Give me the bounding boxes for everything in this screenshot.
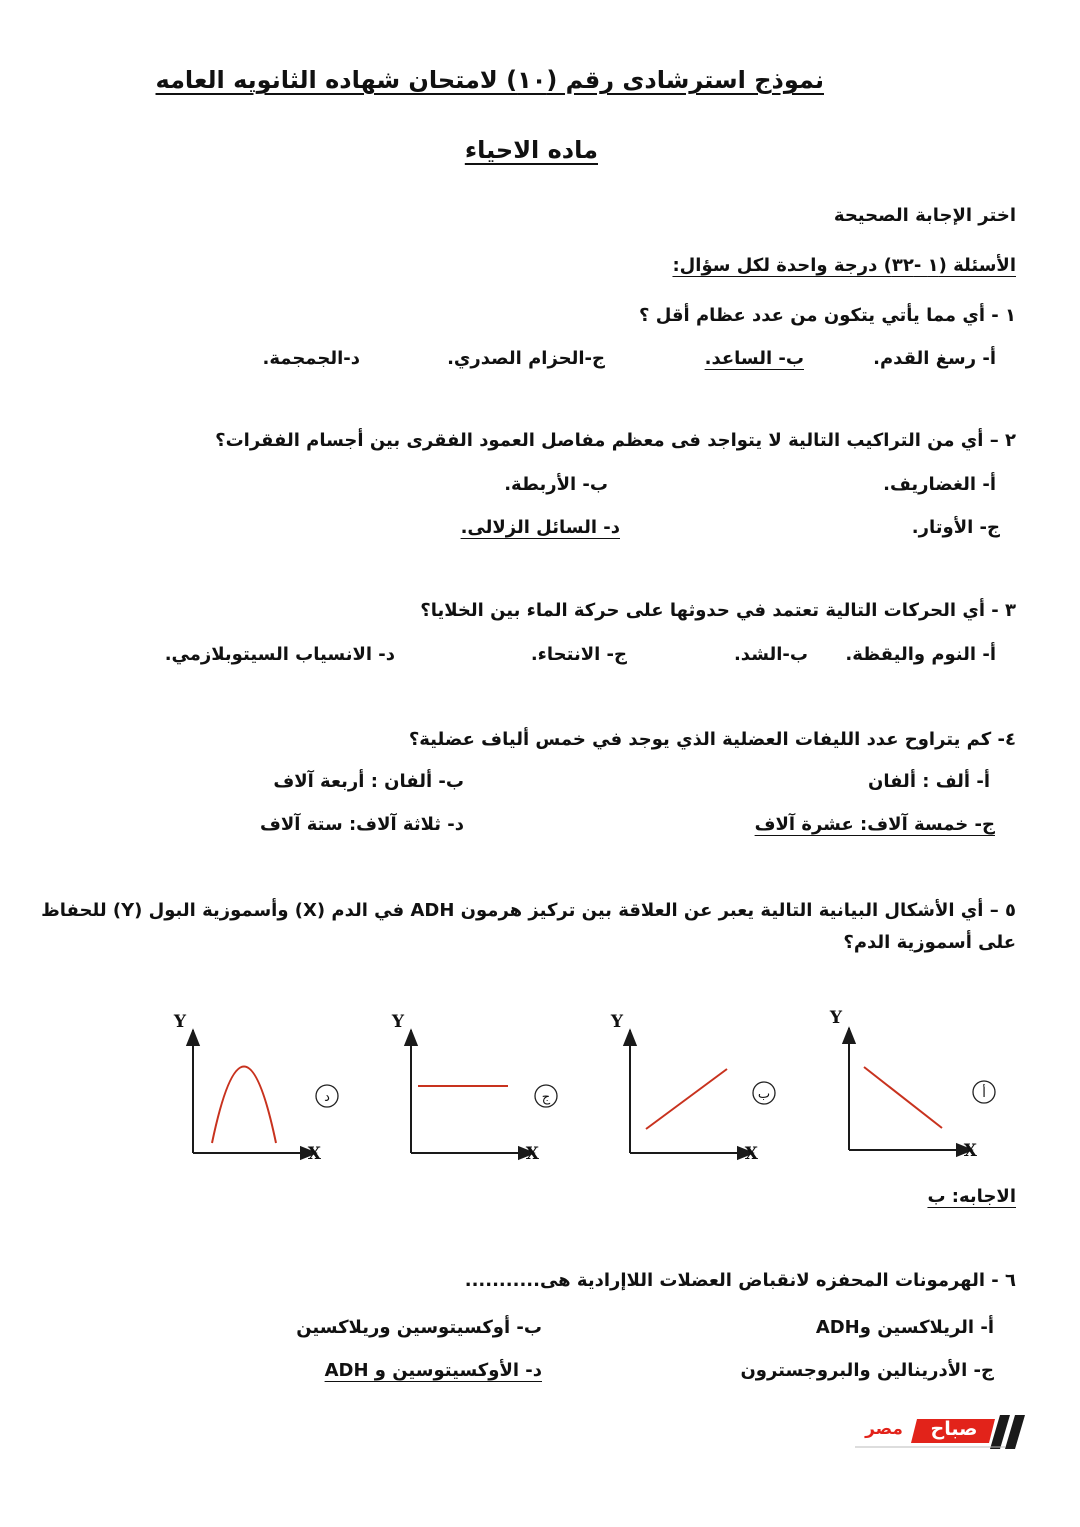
q1-option-d: د-الجمجمة. <box>262 348 360 369</box>
q4-option-b: ب- ألفان : أربعة آلاف <box>273 771 464 792</box>
graph-b-label: ب <box>757 1087 771 1102</box>
q4-option-c: ج- خمسة آلاف: عشرة آلاف <box>754 814 995 835</box>
graph-d <box>173 1012 338 1164</box>
graph-c-y-label: Y <box>391 1012 404 1032</box>
graph-d-y-label: Y <box>173 1012 186 1032</box>
q4-option-d: د- ثلاثة آلاف: ستة آلاف <box>259 814 464 835</box>
q6-option-b: ب- أوكسيتوسين وريلاكسين <box>296 1317 542 1338</box>
question-5-line-2: على أسموزية الدم؟ <box>843 932 1016 953</box>
instruction-range: الأسئلة (١ -٣٢) درجة واحدة لكل سؤال: <box>672 255 1016 276</box>
q5-answer: الاجابه: ب <box>927 1186 1016 1207</box>
q2-option-b: ب- الأربطة. <box>504 474 608 495</box>
graph-b-y-label: Y <box>610 1012 623 1032</box>
graph-c-x-label: X <box>525 1144 539 1164</box>
instruction-choose: اختر الإجابة الصحيحة <box>833 205 1016 226</box>
q5-graphs <box>0 985 1080 1175</box>
logo-word-sabah: صباح <box>930 1418 978 1440</box>
q6-option-d: د- الأوكسيتوسين و ADH <box>324 1360 542 1381</box>
graph-d-x-label: X <box>307 1144 321 1164</box>
subject-title: ماده الاحياء <box>464 136 598 164</box>
q1-option-c: ج-الحزام الصدري. <box>447 348 605 369</box>
graph-a-y-label: Y <box>829 1008 842 1028</box>
q3-option-a: أ- النوم واليقظة. <box>845 644 996 665</box>
q3-option-b: ب-الشد. <box>733 644 808 665</box>
exam-title: نموذج استرشادى رقم (١٠) لامتحان شهاده الثانويه العامه <box>155 66 824 94</box>
q3-option-d: د- الانسياب السيتوبلازمي. <box>164 644 395 665</box>
question-1: ١ - أي مما يأتي يتكون من عدد عظام أقل ؟ <box>638 305 1016 326</box>
question-3: ٣ - أي الحركات التالية تعتمد في حدوثها على حركة الماء بين الخلايا؟ <box>420 600 1016 621</box>
question-6: ٦ - الهرمونات المحفزه لانقباض العضلات اللاإرادية هى........... <box>464 1270 1016 1291</box>
q1-option-b: ب- الساعد. <box>704 348 804 369</box>
graph-a <box>829 1008 995 1161</box>
graph-c-label: ج <box>541 1090 551 1105</box>
logo-word-masr: مصر <box>865 1419 903 1439</box>
q4-option-a: أ- ألف : ألفان <box>867 771 990 792</box>
q2-option-c: ج- الأوتار. <box>911 517 1000 538</box>
graph-b <box>610 1012 775 1164</box>
q3-option-c: ج- الانتحاء. <box>530 644 627 665</box>
q1-option-a: أ- رسغ القدم. <box>873 348 996 369</box>
q2-option-d: د- السائل الزلالى. <box>460 517 620 538</box>
q6-option-a: أ- الريلاكسين وADH <box>815 1317 994 1338</box>
graph-a-line <box>864 1067 942 1128</box>
sabah-masr-logo <box>855 1415 1030 1449</box>
graph-d-label: د <box>324 1090 330 1105</box>
graph-a-x-label: X <box>963 1141 977 1161</box>
q6-option-c: ج- الأدرينالين والبروجسترون <box>740 1360 994 1381</box>
graph-a-label: أ <box>982 1086 986 1101</box>
graph-c <box>391 1012 557 1164</box>
question-2: ٢ – أي من التراكيب التالية لا يتواجد فى معظم مفاصل العمود الفقرى بين أجسام الفقرات؟ <box>215 430 1016 451</box>
graph-b-x-label: X <box>744 1144 758 1164</box>
graph-b-line <box>646 1069 727 1129</box>
graph-d-curve <box>212 1067 276 1144</box>
question-5-line-1: ٥ – أي الأشكال البيانية التالية يعبر عن العلاقة بين تركيز هرمون ADH في الدم (X) وأسموزية البول (Y) للحفاظ <box>41 900 1016 921</box>
question-4: ٤- كم يتراوح عدد الليفات العضلية الذي يوجد في خمس ألياف عضلية؟ <box>408 729 1016 750</box>
q2-option-a: أ- الغضاريف. <box>883 474 996 495</box>
